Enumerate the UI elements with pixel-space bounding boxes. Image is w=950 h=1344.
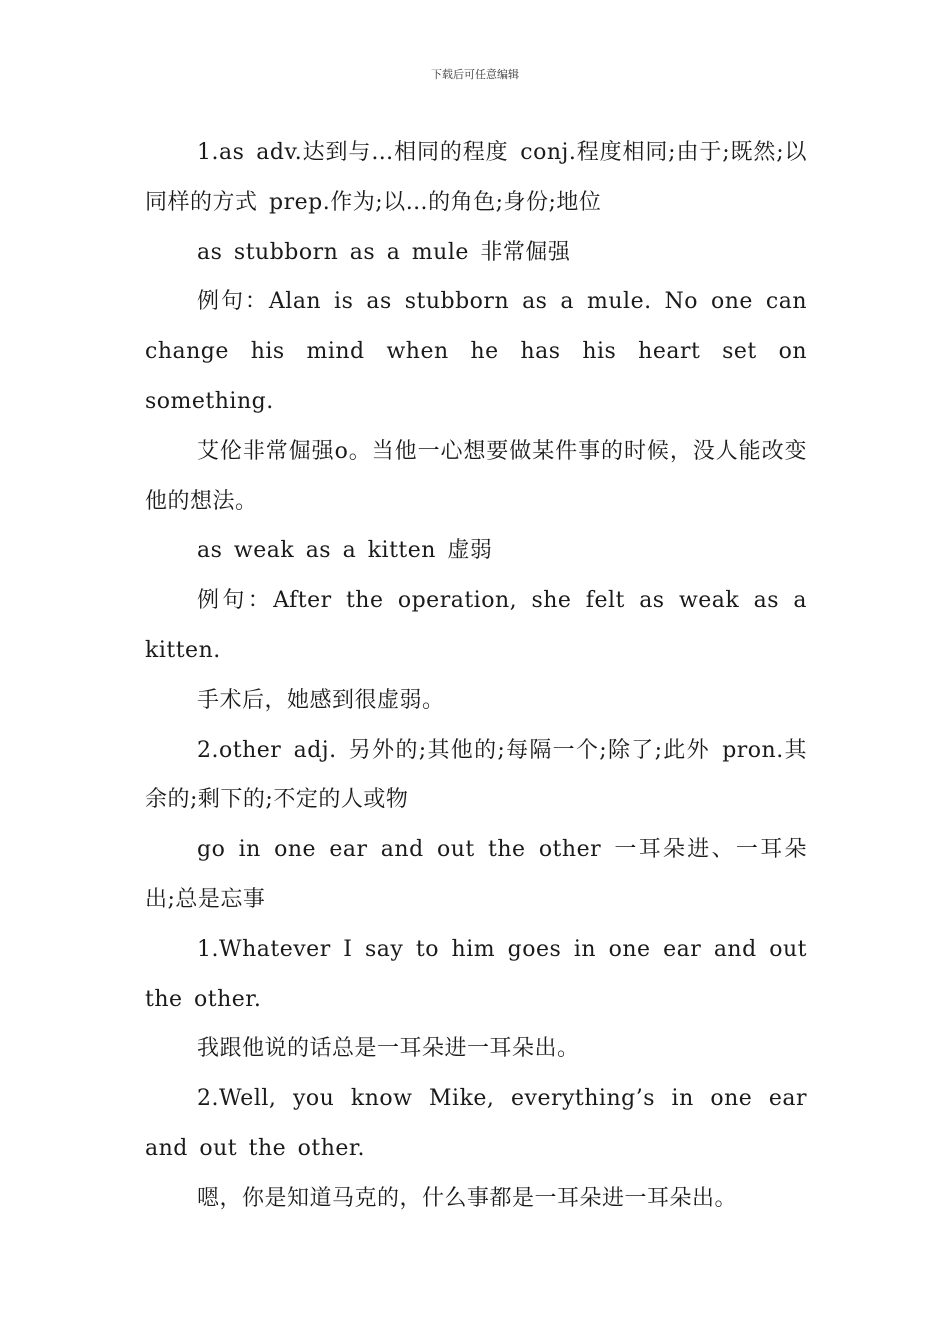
paragraph-translation-ear-2: 嗯，你是知道马克的，什么事都是一耳朵进一耳朵出。 [197, 1185, 738, 1211]
paragraph-idiom-ear: go in one ear and out the other 一耳朵进、一耳朵出;总是忘事 [145, 837, 807, 912]
paragraph-example-ear-1: 1.Whatever I say to him goes in one ear and out the other. [145, 936, 807, 1012]
paragraph-other-definition: 2.other adj. 另外的;其他的;每隔一个;除了;此外 pron.其余的;剩下的;不定的人或物 [145, 737, 807, 813]
paragraph-idiom-stubborn: as stubborn as a mule 非常倔强 [197, 239, 571, 265]
paragraph-idiom-kitten: as weak as a kitten 虚弱 [197, 538, 493, 564]
paragraph-translation-kitten: 手术后，她感到很虚弱。 [197, 687, 445, 713]
paragraph-example-ear-2: 2.Well, you know Mike, everything’s in one ear and out the other. [145, 1086, 807, 1161]
page-header: 下载后可任意编辑 [431, 68, 519, 81]
paragraph-as-definition: 1.as adv.达到与…相同的程度 conj.程度相同;由于;既然;以同样的方式 prep.作为;以…的角色;身份;地位 [145, 140, 807, 215]
paragraph-example-stubborn: 例句：Alan is as stubborn as a mule. No one can change his mind when he has his heart set on something. [145, 289, 807, 414]
paragraph-translation-ear-1: 我跟他说的话总是一耳朵进一耳朵出。 [197, 1036, 580, 1062]
paragraph-example-kitten: 例句：After the operation, she felt as weak as a kitten. [145, 588, 807, 663]
document-body [145, 128, 807, 1224]
paragraph-translation-stubborn: 艾伦非常倔强o。当他一心想要做某件事的时候，没人能改变他的想法。 [145, 438, 807, 514]
